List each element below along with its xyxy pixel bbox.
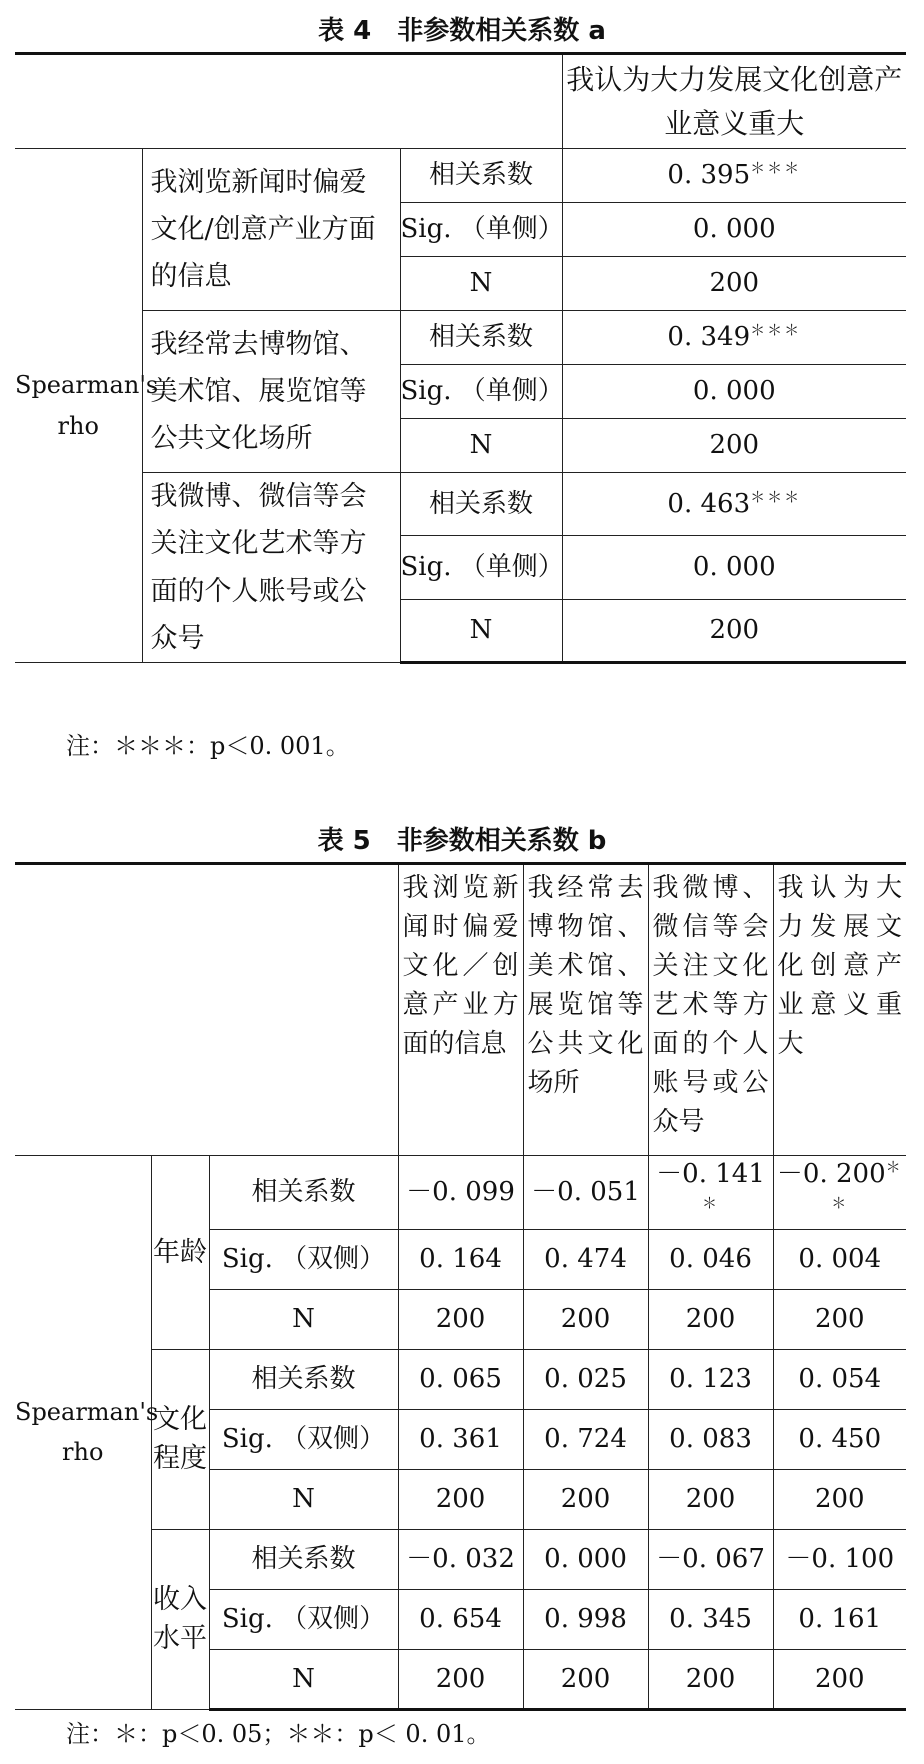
table5-caption: 表 5 非参数相关系数 b	[317, 826, 607, 856]
value-cell: －0. 051	[523, 1156, 648, 1230]
stat-label: Sig. （双侧）	[209, 1409, 398, 1469]
table4-corner	[15, 54, 562, 149]
table4-row-label: Spearman's rho	[15, 149, 142, 663]
table4-note: 注：＊＊＊：p＜0. 001。	[66, 732, 350, 760]
stat-label: 相关系数	[209, 1529, 398, 1589]
value-cell: 0. 025	[523, 1349, 648, 1409]
stat-label: N	[400, 257, 562, 311]
stat-label: N	[209, 1649, 398, 1709]
table5-group-label: 收入水平	[151, 1529, 209, 1709]
significance-mark: ＊＊	[831, 1158, 903, 1213]
value-cell: －0. 141＊	[648, 1156, 773, 1230]
value-cell: 200	[648, 1649, 773, 1709]
value-cell: 0. 000	[562, 365, 906, 419]
value-cell: 0. 345	[648, 1589, 773, 1649]
stat-label: Sig. （双侧）	[209, 1229, 398, 1289]
value-cell: 0. 000	[523, 1529, 648, 1589]
table4-group-label: 我微博、微信等会关注文化艺术等方面的个人账号或公众号	[142, 473, 400, 663]
significance-mark: ＊＊＊	[750, 321, 802, 340]
value-cell: 0. 161	[773, 1589, 906, 1649]
value-cell: 200	[648, 1469, 773, 1529]
value-cell: －0. 100	[773, 1529, 906, 1589]
stat-label: 相关系数	[400, 473, 562, 536]
table5-group-label: 文化程度	[151, 1349, 209, 1529]
value-cell: 200	[562, 257, 906, 311]
stat-label: N	[209, 1469, 398, 1529]
value-cell: 0. 450	[773, 1409, 906, 1469]
value-cell: 200	[523, 1469, 648, 1529]
value-cell: 0. 054	[773, 1349, 906, 1409]
value-cell: 0. 463＊＊＊	[562, 473, 906, 536]
table5-column-header: 我认为大力发展文化创意产业意义重大	[773, 864, 906, 1156]
stat-label: Sig. （双侧）	[209, 1589, 398, 1649]
value-cell: 200	[773, 1469, 906, 1529]
table5-column-header: 我微博、微信等会关注文化艺术等方面的个人账号或公众号	[648, 864, 773, 1156]
value-cell: 0. 065	[398, 1349, 523, 1409]
stat-label: 相关系数	[400, 311, 562, 365]
value-cell: 0. 724	[523, 1409, 648, 1469]
table5-note: 注：＊：p＜0. 05；＊＊：p＜ 0. 01。	[66, 1720, 491, 1748]
value-cell: 200	[562, 419, 906, 473]
value-cell: 200	[562, 599, 906, 662]
table4-column-header: 我认为大力发展文化创意产业意义重大	[562, 54, 906, 149]
stat-label: Sig. （单侧）	[400, 536, 562, 599]
value-cell: －0. 200＊＊	[773, 1156, 906, 1230]
table4-group-label: 我浏览新闻时偏爱文化/创意产业方面的信息	[142, 149, 400, 311]
value-cell: 0. 083	[648, 1409, 773, 1469]
value-cell: 200	[398, 1289, 523, 1349]
table5-group-label: 年龄	[151, 1156, 209, 1350]
stat-label: Sig. （单侧）	[400, 365, 562, 419]
table4-group-label: 我经常去博物馆、美术馆、展览馆等公共文化场所	[142, 311, 400, 473]
table5-corner	[15, 864, 398, 1156]
table4-caption: 表 4 非参数相关系数 a	[318, 16, 606, 46]
significance-mark: ＊	[702, 1194, 720, 1213]
value-cell: 200	[398, 1469, 523, 1529]
value-cell: 0. 123	[648, 1349, 773, 1409]
value-cell: 0. 654	[398, 1589, 523, 1649]
value-cell: －0. 099	[398, 1156, 523, 1230]
value-cell: 0. 474	[523, 1229, 648, 1289]
value-cell: 200	[773, 1289, 906, 1349]
stat-label: N	[209, 1289, 398, 1349]
value-cell: 200	[773, 1649, 906, 1709]
value-cell: 0. 004	[773, 1229, 906, 1289]
stat-label: N	[400, 419, 562, 473]
table5-row-label: Spearman's rho	[15, 1156, 151, 1710]
value-cell: 0. 361	[398, 1409, 523, 1469]
significance-mark: ＊＊＊	[750, 159, 802, 178]
stat-label: 相关系数	[209, 1349, 398, 1409]
value-cell: －0. 067	[648, 1529, 773, 1589]
value-cell: 0. 998	[523, 1589, 648, 1649]
value-cell: －0. 032	[398, 1529, 523, 1589]
value-cell: 200	[523, 1289, 648, 1349]
significance-mark: ＊＊＊	[750, 487, 802, 506]
value-cell: 0. 000	[562, 203, 906, 257]
stat-label: 相关系数	[209, 1156, 398, 1230]
table5	[15, 862, 906, 1711]
value-cell: 200	[398, 1649, 523, 1709]
value-cell: 0. 000	[562, 536, 906, 599]
value-cell: 0. 395＊＊＊	[562, 149, 906, 203]
value-cell: 0. 349＊＊＊	[562, 311, 906, 365]
table4	[15, 52, 906, 664]
value-cell: 200	[523, 1649, 648, 1709]
stat-label: N	[400, 599, 562, 662]
table5-column-header: 我浏览新闻时偏爱文化／创意产业方面的信息	[398, 864, 523, 1156]
stat-label: Sig. （单侧）	[400, 203, 562, 257]
value-cell: 0. 164	[398, 1229, 523, 1289]
value-cell: 0. 046	[648, 1229, 773, 1289]
table5-column-header: 我经常去博物馆、美术馆、展览馆等公共文化场所	[523, 864, 648, 1156]
stat-label: 相关系数	[400, 149, 562, 203]
value-cell: 200	[648, 1289, 773, 1349]
